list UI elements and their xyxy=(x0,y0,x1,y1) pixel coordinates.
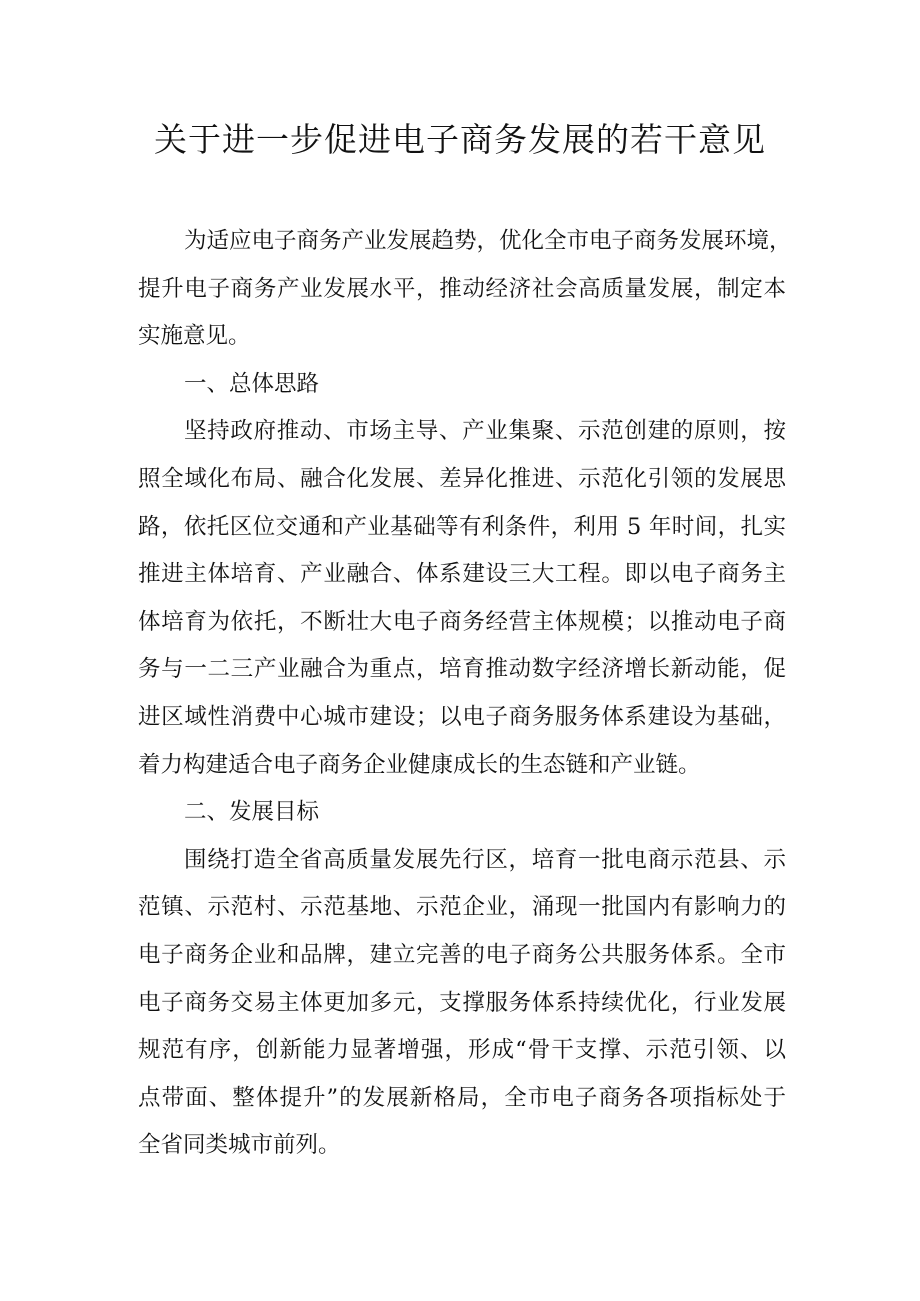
text-line: 坚持政府推动、市场主导、产业集聚、示范创建的原则，按 xyxy=(184,418,786,445)
text-line: 范镇、示范村、示范基地、示范企业，涌现一批国内有影响力的 xyxy=(138,894,786,921)
text-line: 提升电子商务产业发展水平，推动经济社会高质量发展，制定本 xyxy=(138,275,786,302)
text-line: 照全域化布局、融合化发展、差异化推进、示范化引领的发展思 xyxy=(138,465,786,492)
text-line: 规范有序，创新能力显著增强，形成“骨干支撑、示范引领、以 xyxy=(138,1037,786,1064)
document-body xyxy=(138,218,792,1170)
text-line: 体培育为依托，不断壮大电子商务经营主体规模；以推动电子商 xyxy=(138,608,786,635)
text-line: 围绕打造全省高质量发展先行区，培育一批电商示范县、示 xyxy=(184,846,786,873)
text-line: 进区域性消费中心城市建设；以电子商务服务体系建设为基础， xyxy=(138,703,786,730)
text-line: 为适应电子商务产业发展趋势，优化全市电子商务发展环境， xyxy=(184,228,792,254)
text-line: 全省同类城市前列。 xyxy=(138,1132,341,1159)
text-line: 实施意见。 xyxy=(138,323,251,350)
text-line: 电子商务企业和品牌，建立完善的电子商务公共服务体系。全市 xyxy=(138,941,786,968)
document-title: 关于进一步促进电子商务发展的若干意见 xyxy=(154,120,766,159)
text-line: 务与一二三产业融合为重点，培育推动数字经济增长新动能，促 xyxy=(138,656,786,683)
section-heading: 一、总体思路 xyxy=(184,370,320,397)
text-line: 推进主体培育、产业融合、体系建设三大工程。即以电子商务主 xyxy=(138,561,786,588)
text-line: 电子商务交易主体更加多元，支撑服务体系持续优化，行业发展 xyxy=(138,989,786,1016)
text-line: 点带面、整体提升”的发展新格局，全市电子商务各项指标处于 xyxy=(138,1084,786,1111)
section-heading: 二、发展目标 xyxy=(184,799,320,826)
text-line: 路，依托区位交通和产业基础等有利条件，利用 5 年时间，扎实 xyxy=(138,513,786,540)
text-line: 着力构建适合电子商务企业健康成长的生态链和产业链。 xyxy=(138,751,701,778)
